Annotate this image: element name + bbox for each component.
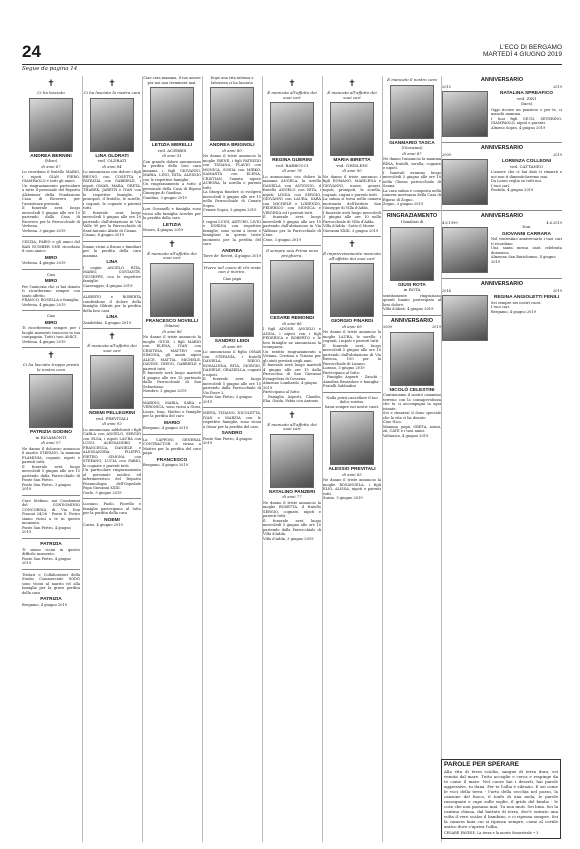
notice-text: Luciano, Paolo, Fiorella e famiglie partecipano al lutto per la perdita della cara bbox=[83, 502, 141, 516]
deceased-name: PATRIZIA bbox=[40, 597, 62, 603]
date-to: 4.6.2019 bbox=[546, 220, 562, 225]
notice-place-date: Gandino, 3 giugno 2019 bbox=[143, 195, 187, 200]
anniversary-body bbox=[491, 89, 562, 139]
anniversary-block bbox=[442, 89, 562, 139]
notice-text: I cugini LUIGI, ARTURO, LIVIO e DORINA con rispettive famiglie, sono vicini a Irene e famigliari in questo triste momento per la perdita del caro bbox=[203, 219, 261, 247]
deceased-name: REGINA ANGIOLETTI FENILI bbox=[493, 295, 560, 300]
notice-intro: È mancata all'affetto dei suoi cari bbox=[87, 343, 137, 353]
cross-icon: ✝ bbox=[288, 410, 296, 421]
notice-divider bbox=[143, 434, 201, 435]
notice-text: Lo annunciano con dolore i figli BRUNO con COSETTA e PATRIZIA con GABRIELE, i nipoti OMAR, MARA, GRETA, THAREK, JARETH e IVAN con le rispettive famiglie, i pronipoti, il fratello, le sorelle, i cognati, le cognate e parenti tutti. bbox=[83, 170, 141, 211]
newspaper-name: L'ECO DI BERGAMO bbox=[499, 44, 562, 51]
deceased-name: LINA bbox=[106, 315, 118, 321]
notice-text: Partecipano al lutto: bbox=[323, 370, 361, 375]
notice-text: Un ringraziamento particolare a tutto il personale del Reparto Alzheimer della Fondazione Casa di Ricovero per l'assistenza prestata. bbox=[22, 183, 80, 206]
deceased-name: GIANMARIO TASCA bbox=[389, 140, 435, 146]
cross-icon: ✝ bbox=[108, 79, 116, 89]
notice-text: I tuoi figli GIUSI, SEVERINO, GIAMPAOLO, nipoti e parenti. bbox=[491, 116, 562, 126]
deceased-nickname: ved. BARBOCCI bbox=[275, 162, 309, 168]
notice-text: Ciao Nico. bbox=[383, 420, 402, 425]
notice-place-date: Villa d'Adda, 3 giugno 2019 bbox=[263, 536, 314, 541]
notice-text: Un ringraziamento a tutto il personale della Casa di Riposo Giuseppe di Gandino. bbox=[143, 182, 201, 196]
deceased-photo bbox=[29, 98, 73, 152]
notice-text: I funerali avranno luogo mercoledì 5 giugno alle ore 10 nella Chiesa parrocchiale di Senna. bbox=[383, 170, 441, 189]
deceased-name: GIORGIO FINARDI bbox=[331, 319, 373, 325]
date-from: 2014 bbox=[442, 288, 451, 293]
deceased-age: di anni 86 bbox=[162, 328, 182, 334]
notice-place-date: Bergamo, 4 giugno 2019 bbox=[491, 309, 537, 314]
deceased-photo bbox=[330, 411, 374, 465]
notice-place-date: Bergamo, 4 giugno 2019 bbox=[143, 463, 189, 468]
page-header bbox=[22, 42, 562, 65]
notice-place-date: Ponte San Pietro, 4 giugno 2019 bbox=[203, 436, 252, 446]
notice-text: Il funerale avrà luogo martedì 4 giugno alle ore 15 dalla Parrocchia di San Giovanni Evangelista di Dossena. bbox=[263, 363, 321, 381]
parole-text: Alla vita di terra sciolta, sangue di terra dura, sei venuta dal mare. Tutto accoglie e cerca e respinge da te come il mare. Nel cuore hai i deserti, hai parole aggressive, tu duna. Per te l'alba è silenzio. E sei come le voci della terra - l'urto della secchia nel pozzo, la canzone del fuoco, il tonfo di una mela; le parole rassegnate e cupe sulle soglie, il grido del bimbo - le cose che non passano mai. Tu non muti. Sei buia. Sei la cantina chiusa, dal battuto di terra, dov'è entrato una volta il vero scalzo il bambino, e ci ripensa sempre. Sei la camera buia cui si ripensa sempre, come al cortile antico dove s'apriva l'alba. bbox=[444, 769, 558, 829]
parole-per-sperare-box bbox=[441, 759, 561, 839]
column-1 bbox=[22, 76, 80, 842]
notice-place-date: Verbena, 4 giugno 2019 bbox=[22, 261, 66, 266]
notice-text: Lo ricordano il fratello MARIO, i nipoti GIAN PIERO, GIAMPAOLO e tutti gli amici. bbox=[22, 170, 80, 184]
deceased-nickname: (Mario) bbox=[164, 323, 180, 329]
deceased-photo bbox=[210, 87, 254, 141]
section-title: ANNIVERSARIO bbox=[390, 317, 434, 324]
deceased-name: LETIZIA MERELLI bbox=[151, 143, 193, 148]
deceased-photo bbox=[29, 374, 73, 428]
section-title: ANNIVERSARIO bbox=[480, 145, 524, 151]
notice-divider bbox=[203, 262, 261, 263]
deceased-name: NATALINO PANZERI bbox=[268, 489, 316, 495]
anniversary-block bbox=[442, 225, 562, 275]
deceased-photo bbox=[90, 98, 134, 152]
notice-intro: È mancato il nostro caro bbox=[387, 77, 437, 82]
notice-text: Ti ricorderemo sempre per i luoghi momenti trascorsi in tua compagnia. Tutti i tuoi AMICI. bbox=[22, 326, 80, 340]
notice-place-date: Ponte San Pietro, 3 giugno 2019 bbox=[203, 395, 252, 404]
notice-text: - Famiglia Asperti, Claudio, Elia, Giada, Fabio con Antonio bbox=[263, 394, 321, 404]
deceased-nickname: ved. ZINI bbox=[516, 95, 537, 101]
deceased-name: MIRO bbox=[44, 320, 58, 326]
notice-text: Lori Govanelli e famiglia sono vicini alla famiglia Acerbis per la perdita della cara bbox=[143, 207, 201, 221]
notice-text: L'amore che ci hai dato ti rimarrà e noi non ti dimenticheremo mai. bbox=[491, 170, 562, 179]
deceased-nickname: in RIGAMONTI bbox=[35, 434, 67, 440]
date-from: 2009 bbox=[442, 152, 451, 157]
cross-icon: ✝ bbox=[47, 351, 55, 362]
cross-icon: ✝ bbox=[348, 79, 356, 89]
notice-divider bbox=[22, 347, 80, 348]
newspaper-masthead bbox=[483, 44, 562, 58]
notice-text: FRANCO, ROSELLA e famiglia. bbox=[22, 298, 80, 303]
notice-text: Un sentito ringraziamento a Viviana, Cristina e Tiziana per gli aiuti prestati negli anni. bbox=[263, 349, 321, 363]
deceased-photo bbox=[330, 263, 374, 317]
notice-text: I tuoi cari. bbox=[491, 183, 510, 188]
notice-text: Sei e rimarrai il dono speciale che la vita ci ha donato. bbox=[383, 411, 441, 420]
notice-text: Il funerale avrà luogo mercoledì 5 giugno alle ore 10 partendo dalla Parrocchiale di Villa d'Adda. bbox=[263, 518, 321, 537]
notice-place-date: Lurano, 3 giugno 2019 bbox=[323, 366, 365, 371]
notice-text: Una santa messa sarà celebrata domenica. bbox=[491, 246, 562, 255]
notice-text: Siamo vicini a Bruno e familiari per la perdita della cara mamma bbox=[83, 244, 141, 258]
deceased-name: REGINA GUERINI bbox=[272, 158, 312, 163]
notice-text: Ne danno il doloroso annuncio il marito STEFANO, la mamma FLAMINIA, cognati, nipoti e parenti tutti. bbox=[22, 446, 80, 465]
notice-text: Con grande dolore annunciano la perdita della loro cara mamma i figli GIOVANNI, MARIA, LINO, RITA, ALESSIO con le rispettive famiglie. bbox=[143, 159, 201, 182]
deceased-age: di anni 91 bbox=[162, 153, 182, 159]
column-8 bbox=[442, 76, 562, 756]
section-title: ANNIVERSARIO bbox=[480, 213, 524, 219]
notice-place-date: Ponte San Pietro, 4 giugno 2019 bbox=[22, 556, 71, 566]
notice-place-date: Ponte San Pietro, 4 giugno 2019 bbox=[22, 525, 71, 535]
notice-text: La CAPPONI GENERAL CONTRACTOR è vicina a Matteo per la perdita del caro papà bbox=[143, 437, 201, 456]
notice-text: I tuoi cari. bbox=[491, 305, 510, 310]
deceased-nickname: in ROTA bbox=[403, 287, 421, 293]
notice-text: I cugini ANGELO, RITA, MARIO, COSTANTE, GIUSEPPE, con le rispettive famiglie. bbox=[83, 265, 141, 284]
deceased-age: di anni 77 bbox=[282, 494, 302, 500]
notice-divider bbox=[22, 569, 80, 570]
cross-icon: ✝ bbox=[47, 79, 55, 89]
section-title: ANNIVERSARIO bbox=[480, 281, 524, 287]
cross-icon: ✝ bbox=[348, 240, 356, 251]
date-to: 2019 bbox=[553, 288, 562, 293]
parole-title: PAROLE PER SPERARE bbox=[444, 761, 520, 768]
date-to: 2019 bbox=[432, 325, 441, 330]
notice-text: Sarai sempre nei nostri cuori. bbox=[324, 404, 380, 409]
deceased-nickname: (Ines) bbox=[520, 101, 533, 107]
deceased-photo bbox=[90, 355, 134, 409]
date-from: 2015 bbox=[442, 84, 451, 89]
deceased-name: ANDREA bbox=[221, 248, 243, 254]
notice-place-date: Caravaggio, 4 giugno 2019 bbox=[83, 283, 133, 288]
deceased-photo bbox=[330, 102, 374, 156]
notice-place-date: Bergamo, 4 giugno 2019 bbox=[22, 602, 68, 607]
notice-place-date: Almenno Lombardo, 4 giugno 2019 bbox=[263, 381, 318, 390]
notice-divider bbox=[263, 245, 321, 246]
parole-author: CESARE PAVESE, La terra e la morte Semestrale • 3 bbox=[444, 831, 539, 835]
notice-divider bbox=[143, 397, 201, 398]
notice-text: Ciao bbox=[46, 314, 56, 319]
notice-place-date: Villa d'Almè, 4 giugno 2019 bbox=[383, 307, 434, 312]
deceased-name: MARIA BIRETTA bbox=[333, 158, 371, 163]
notice-intro: È mancata all'affetto dei suoi cari bbox=[267, 90, 317, 100]
deceased-age: di anni 65 bbox=[342, 471, 362, 477]
deceased-age: di anni 84 bbox=[102, 163, 122, 169]
deceased-name: PATRIZIA GODINO bbox=[29, 430, 72, 436]
deceased-name: ANDREA BERNINI bbox=[30, 153, 72, 159]
notice-intro: È mancato all'affetto dei suoi cari bbox=[267, 421, 317, 432]
notice-place-date: Bergamo, 4 giugno 2019 bbox=[143, 426, 189, 431]
deceased-name: MARIO bbox=[164, 420, 180, 426]
anniversary-body bbox=[491, 293, 562, 343]
notice-text: Ne danno il triste annuncio la moglie LAURA, le sorelle, i cognati, i nipoti e parenti tutti. bbox=[323, 330, 381, 344]
date-to: 2019 bbox=[553, 84, 562, 89]
notice-intro: Ci ha lasciato la nostra cara bbox=[83, 90, 141, 95]
deceased-photo bbox=[442, 227, 488, 273]
notice-text: Dopo una vita intensa e laboriosa ci ha lasciato bbox=[210, 76, 254, 85]
notice-divider bbox=[323, 236, 381, 237]
notice-place-date: Verbena, 3 giugno 2019 bbox=[22, 228, 66, 233]
notice-divider bbox=[383, 210, 441, 211]
deceased-age: di anni 67 bbox=[41, 163, 61, 169]
deceased-nickname: ved. OLDRATI bbox=[97, 158, 127, 164]
notice-place-date: Torre de' Roveri, 4 giugno 2019 bbox=[203, 254, 261, 259]
notice-text: Il funerale avrà luogo martedì 4 giugno alle ore 15 partendo dalla Parrocchiale di San Sebastiano. bbox=[143, 371, 201, 389]
notice-divider bbox=[143, 236, 201, 237]
notice-divider bbox=[203, 216, 261, 217]
notice-text: - Famiglie Asperti - Zanchi - Annalisa Brusadore e famiglia - Fratelli Sabbadini bbox=[323, 375, 381, 389]
deceased-nickname: (Giovanni) bbox=[401, 145, 423, 151]
deceased-photo bbox=[270, 434, 314, 488]
deceased-nickname: ved. ACERBIS bbox=[157, 147, 187, 153]
notice-place-date: Pontida, 4 giugno 2019 bbox=[491, 188, 534, 193]
notice-text: Ne danno il triste annuncio la moglie IRENE, i figli PATRIZIO con TIZIANA, FLAVIO con MONICA, SONIA con MIRKO, SAMANTA con ELENA, CRISTIAN, l'amata nipote AURORA, la sorella e parenti tutti. bbox=[203, 154, 261, 190]
anniversary-dates bbox=[383, 325, 441, 330]
notice-place-date: Verbena, 4 giugno 2019 bbox=[22, 339, 66, 344]
notice-text: Titolari e Collaboratori della Studio Commerciale SODO sono vicini al marito ed alla famiglia per la grave perdita della cara bbox=[22, 572, 80, 595]
deceased-name: SANDRO bbox=[221, 431, 243, 437]
issue-date: MARTEDÌ 4 GIUGNO 2019 bbox=[483, 51, 562, 58]
anniversary-block bbox=[442, 157, 562, 207]
deceased-name: LINA OLDRATI bbox=[95, 153, 129, 159]
notice-text: MIRTA, TIZIANO, NICOLETTA, IVAN e MARZIA con le rispettive famiglie, sono vicini a Omar per la perdita del caro bbox=[203, 411, 261, 429]
notice-place-date: Zandobbio, 4 giugno 2019 bbox=[83, 320, 131, 325]
notice-text: Continuiamo il nostro cammino terreno con la consapevolezza che tu ci accompagni in ogni istante. bbox=[383, 393, 441, 411]
notice-text: Ciao cara mamma, il tuo amore per noi non terminerà mai. bbox=[143, 76, 201, 85]
notice-divider bbox=[383, 315, 441, 316]
notice-divider bbox=[22, 538, 80, 539]
notice-divider bbox=[263, 407, 321, 408]
notice-divider bbox=[22, 310, 80, 311]
notice-text: La liturgia funebre si svolgerà mercoledì 5 giugno alle ore 15 nella Parrocchiale di Cenate Sopra. bbox=[203, 190, 261, 208]
notice-divider bbox=[442, 278, 562, 279]
notice-text: Per l'amicizia che ci hai donato ti ricorderemo sempre con tanto affetto. bbox=[22, 284, 80, 298]
deceased-name: GIUSI ROTA bbox=[398, 282, 426, 288]
notice-text: Ne danno l'annuncio la mamma RINA, fratelli, sorella, cognate e nipoti. bbox=[383, 157, 441, 171]
deceased-name: MIRO bbox=[44, 279, 58, 285]
deceased-age: di anni 90 bbox=[342, 168, 362, 174]
notice-divider bbox=[83, 291, 141, 292]
column-6 bbox=[323, 76, 381, 842]
deceased-photo bbox=[442, 91, 488, 137]
notice-text: Ti siamo vicini in questo difficile momento. bbox=[22, 547, 80, 557]
deceased-title: Don bbox=[522, 224, 531, 229]
deceased-age: di anni 57 bbox=[41, 440, 61, 446]
deceased-photo bbox=[390, 227, 434, 281]
anniversary-block bbox=[442, 293, 562, 343]
notice-place-date: Almeno Sopra, 4 giugno 2019 bbox=[491, 125, 546, 130]
deceased-name: NOEMI PELLEGRINI bbox=[89, 411, 135, 417]
notice-text: Lo annunciano addolorati i figli CARLA con ANGELO, SERGIO con ELSA, i nipoti LAURA con LUIGI, ALESSANDRO e FRANCESCA, DANIELE e ALESSANDRA, FILIPPO, PIETRO, SIMONA con STEFANO, LUCIA con FABIO, le cognate e parenti tutti. bbox=[83, 427, 141, 468]
notice-place-date: Zogno, 3 giugno 2019 bbox=[383, 202, 423, 207]
notice-text: Il funerale avrà luogo mercoledì 5 giugno alle ore 15 partendo dall'abitazione in Via Valbona per la Parrocchiale di Cene. bbox=[263, 215, 321, 238]
notice-divider bbox=[442, 142, 562, 143]
notice-text: Nel ventesimo anniversario i tuoi cari ti ricordano. bbox=[491, 237, 562, 246]
notice-place-date: Curno, 4 giugno 2019 bbox=[83, 523, 123, 528]
notice-intro: Ci ha lasciato bbox=[37, 90, 65, 95]
deceased-age: di anni 87 bbox=[402, 150, 422, 156]
notice-place-date: Ponte San Pietro, 3 giugno 2019 bbox=[22, 482, 71, 492]
column-3 bbox=[143, 76, 201, 842]
notice-intro: È mancato all'affetto dei suoi cari bbox=[147, 250, 197, 261]
column-7 bbox=[383, 76, 441, 842]
anniversary-body bbox=[491, 157, 562, 207]
notice-place-date: Villa d'Adda - Sotto il Monte Giovanni XXIII, 3 giugno 2019 bbox=[323, 224, 379, 233]
notice-intro: Il sempre una Prima nera preghiera. bbox=[266, 248, 318, 258]
deceased-name: LORENZA COLLEONI bbox=[501, 159, 552, 164]
notice-text: Ne danno il triste annuncio la moglie GIUSI, i figli MARIO con ELENA, IVAN con CRISTINA, MATTEO con SIMONA, gli amati nipoti ALICE, MATTIA, MICHELE, DAVIDE, DIEGO, GABRIELE e parenti tutti. bbox=[143, 335, 201, 371]
notice-text: Ciao papà bbox=[222, 276, 242, 281]
deceased-age: di anni 69 bbox=[342, 323, 362, 329]
notice-text: La cara salma è composta nella camera mortuaria della Casa di Riposo di Zogno. bbox=[383, 188, 441, 202]
column-5 bbox=[263, 76, 321, 842]
section-title: ANNIVERSARIO bbox=[480, 77, 524, 83]
page-number: 24 bbox=[22, 42, 41, 61]
notice-text: Un particolare ringraziamento al personale medico ed infermieristico del Reparto Pneumologia dell'Ospedale Papa Giovanni XXIII. bbox=[83, 468, 141, 491]
deceased-name: GIOVANNI CARRARA bbox=[502, 231, 551, 237]
deceased-name: FRANCESCO bbox=[156, 457, 188, 463]
column-2 bbox=[83, 76, 141, 842]
notice-text: Ne danno il triste annuncio la moglie ROSANGELA, i figli ELIO, ALISSA, nipoti e parenti tutti. bbox=[323, 478, 381, 496]
column-4 bbox=[203, 76, 261, 842]
deceased-age: di anni 89 bbox=[222, 343, 242, 349]
deceased-name: MIRO bbox=[44, 255, 58, 261]
deceased-photo bbox=[270, 102, 314, 156]
notice-place-date: Almenno San Bartolomeo, 4 giugno 2019 bbox=[491, 255, 556, 264]
deceased-name: ANDREA BRIGNOLI bbox=[209, 143, 255, 148]
notice-text: sentitamente ringraziano quanti hanno partecipato al loro dolore. bbox=[383, 293, 441, 307]
notice-text: Il funerale avrà luogo mercoledì 5 giugno alle ore 15 partendo dalla Parrocchiale di Ponte San Pietro. bbox=[22, 464, 80, 483]
deceased-nickname: ved. PREVITALI bbox=[95, 415, 129, 421]
notice-divider bbox=[22, 269, 80, 270]
deceased-age: di anni 86 bbox=[282, 320, 302, 326]
notice-text: Il funerale avrà luogo mercoledì 5 giugno alle ore 10 partendo dalla Casa di Ricovero per la Parrocchiale di Verbena. bbox=[22, 206, 80, 229]
deceased-name: ALESSIO PREVITALI bbox=[328, 467, 376, 473]
date-to: 2019 bbox=[553, 152, 562, 157]
notice-place-date: Valtanica, 4 giugno 2019 bbox=[383, 433, 429, 438]
notice-divider bbox=[22, 495, 80, 496]
notice-text: CINZIA, FABIO e gli amici del BAR NUMBER ONE ricordano il caro amico bbox=[22, 240, 80, 254]
notice-divider bbox=[83, 328, 141, 329]
notice-place-date: Gorle, 3 giugno 2019 bbox=[83, 490, 122, 495]
date-from: 4.6.1999 bbox=[442, 220, 458, 225]
deceased-age: di anni 92 bbox=[102, 421, 122, 427]
deceased-nickname: ved. GHISLENI bbox=[336, 162, 368, 168]
notice-place-date: Mozzo, 4 giugno 2019 bbox=[143, 228, 184, 233]
deceased-name: NICOLÒ CELESTINI bbox=[389, 387, 435, 393]
notice-intro: È improvvisamente mancato all'affetto dei suoi cari bbox=[323, 251, 381, 261]
cross-icon: ✝ bbox=[108, 332, 116, 343]
deceased-nickname: ved. CATTANEO bbox=[509, 163, 544, 169]
date-from: 2009 bbox=[383, 325, 392, 330]
notice-place-date: Verbena, 4 giugno 2019 bbox=[22, 302, 66, 307]
deceased-photo bbox=[390, 332, 434, 386]
notice-text: I familiari di bbox=[400, 220, 424, 225]
notice-divider bbox=[203, 407, 261, 408]
deceased-photo bbox=[150, 263, 194, 317]
notice-text: Ne danno il triste annuncio i figli ROMANO, MARILENA e GIOVANNI, nuore, generi, nipoti, pronipoti, la sorella, cognati, cugini e parenti tutti. bbox=[323, 174, 381, 197]
deceased-name: FRANCESCO NOVELLI bbox=[145, 318, 199, 324]
notice-text: Nulla potrà cancellare il tuo dolce sorriso. bbox=[326, 395, 378, 405]
notice-text: Il funerale avrà luogo mercoledì 5 giugno alle ore 15 partendo dalla Parrocchiale di Via Piave 2. bbox=[203, 377, 261, 395]
notice-text: Oggi ricorre un pensiero e per te, ci manchi mamma. bbox=[491, 107, 562, 117]
notice-intro: Vivere nel cuore di chi resta non è morire. bbox=[203, 264, 261, 275]
deceased-name: NOEMI bbox=[104, 517, 120, 523]
notice-text: Lo annunciano il figlio OMAR con STEFANIA, i fratelli DANIELA, DIEGO, ROSALINDA, RITA, GIORGIO, DANIELE, GRAZIELLA, cognati e nipoti. bbox=[203, 350, 261, 377]
continued-from: Segue da pagina 14 bbox=[22, 66, 78, 72]
notice-text: Mamma, papà, GRETA, nonni, zii, CATE e i tuoi amici. bbox=[383, 424, 441, 434]
deceased-nickname: (Miro) bbox=[44, 158, 58, 164]
notice-text: Il funerale avrà luogo mercoledì 5 giugno alle ore 10 partendo dall'abitazione in Via Valle 99 per la Parrocchiale di Sant'Antonio Abate di Cisano. bbox=[83, 210, 141, 233]
notice-place-date: Cisano, 4 giugno 2019 bbox=[83, 233, 124, 238]
deceased-photo bbox=[390, 85, 434, 139]
notice-text: Ne danno il triste annuncio la moglie ROSETTA, il fratello SERGIO, cognate, nipoti e parenti tutti. bbox=[263, 500, 321, 519]
deceased-age: di anni 78 bbox=[282, 168, 302, 174]
notice-place-date: Cenate Sopra, 3 giugno 2019 bbox=[203, 208, 257, 213]
deceased-photo bbox=[442, 295, 488, 341]
deceased-name: SANDRO LEIDI bbox=[214, 339, 250, 345]
notice-divider bbox=[22, 236, 80, 237]
section-title: RINGRAZIAMENTO bbox=[386, 212, 438, 219]
notice-place-date: Nembro, 3 giugno 2019 bbox=[143, 389, 187, 394]
deceased-photo bbox=[442, 159, 488, 205]
deceased-name: CESARE REMONDI bbox=[270, 316, 314, 322]
notice-text: Partecipano al lutto: bbox=[263, 390, 301, 395]
deceased-name: NATALINA SPREAFICO bbox=[500, 91, 553, 96]
deceased-photo bbox=[150, 87, 194, 141]
notice-text: La salma si trova nella camera mortuaria dell'Istituto San Giuseppe di Villa d'Adda. bbox=[323, 197, 381, 211]
anniversary-body bbox=[491, 225, 562, 275]
notice-text: Da Lassù veglia su tutti noi. bbox=[491, 179, 542, 184]
deceased-name: PATRIZIA bbox=[40, 541, 62, 547]
notice-text: I figli ADONE, ANGELO e ANNA, i nipoti con i figli FEDERICA e ROBERTO e le loro famiglie ne annunciano la scomparsa. bbox=[263, 327, 321, 350]
notice-divider bbox=[323, 392, 381, 393]
cross-icon: ✝ bbox=[168, 239, 176, 250]
notice-text: Lo annunciano con dolore la mamma ANGELA, la sorella DANIELA con ANTONIO, il fratello ANGELO con RITA, i nipoti LINDA con SERGIO, GIOVANNI con LAURA, SARA con MICHELE e LORENZO, FEDERICO con MONICA e VIRGINIA ed i parenti tutti. bbox=[263, 174, 321, 215]
deceased-name: LETIZIA bbox=[162, 222, 182, 228]
notice-divider bbox=[442, 210, 562, 211]
notice-intro: Ci ha lasciato troppo presto la nostra cara bbox=[22, 362, 80, 372]
deceased-name: LINA bbox=[106, 260, 118, 266]
notice-text: ALBERTO e ROBERTA condividono il dolore della famiglia Oldrati per la perdita della loro cara bbox=[83, 295, 141, 313]
notice-text: I funerale avrà luogo mercoledì 5 giugno alle ore 10 nella Parrocchiale di Villa d'Adda. bbox=[323, 210, 381, 224]
notice-place-date: Cene, 3 giugno 2019 bbox=[263, 237, 301, 242]
deceased-age: di anni 80 bbox=[222, 147, 242, 153]
notice-text: Caro Stefano, noi Condomini del CONDOMINIO CONCORDIA di Via Don Pizzoni 24/26 - Ponte S. Pietro siamo vicini a te in questo momento. bbox=[22, 498, 80, 526]
notice-text: MARINO, MARIA, SARA e VERONICA, sono vicini a Giusi, Laura, Ivan, Matteo e famiglie per la perdita del caro bbox=[143, 400, 201, 419]
deceased-photo bbox=[270, 260, 314, 314]
notice-text: Il funerale avrà luogo mercoledì 5 giugno alle ore 10 partendo dall'abitazione di Via Brescia, 100 per la Parrocchiale di Lurano. bbox=[323, 343, 381, 366]
deceased-photo bbox=[210, 283, 254, 337]
notice-place-date: Suisio, 3 giugno 2019 bbox=[323, 496, 363, 501]
notice-divider bbox=[143, 203, 201, 204]
notice-text: Sei sempre nei nostri cuori. bbox=[491, 300, 542, 305]
cross-icon: ✝ bbox=[288, 79, 296, 89]
notice-divider bbox=[83, 498, 141, 499]
notice-divider bbox=[83, 241, 141, 242]
notice-text: Ciao bbox=[46, 272, 56, 277]
notice-intro: È mancata all'affetto dei suoi cari bbox=[327, 90, 377, 100]
